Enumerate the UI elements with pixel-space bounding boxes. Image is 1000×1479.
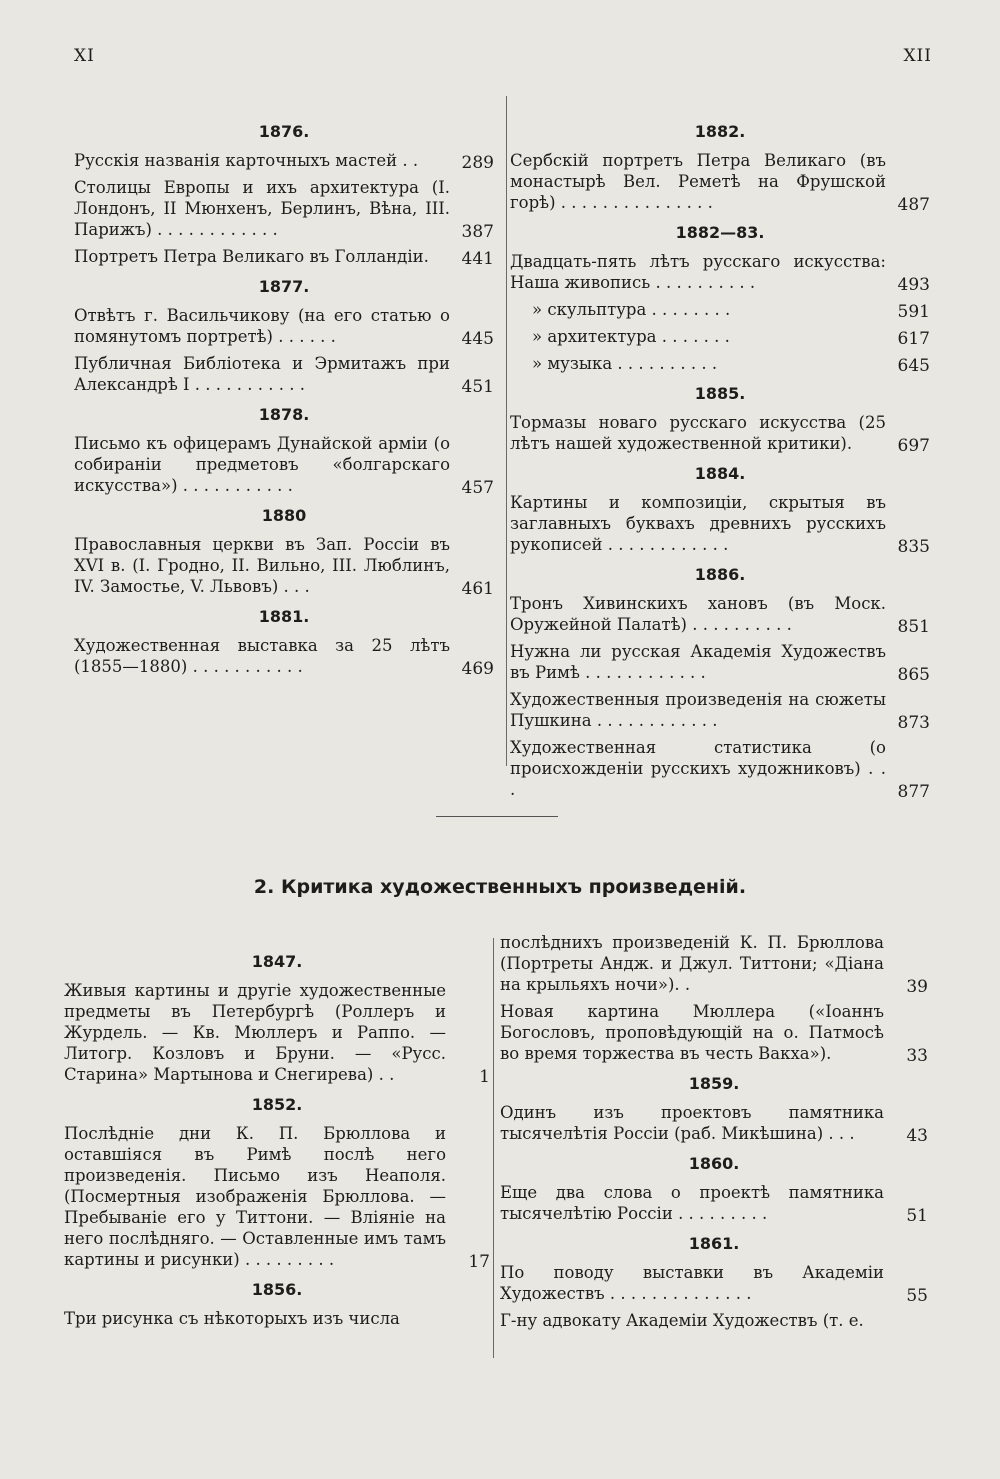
- toc-entry: [74, 534, 494, 597]
- toc-entry-page: 51: [906, 1206, 928, 1226]
- toc-entry-title: Отвѣтъ г. Васильчикову (на его статью о помянутомъ портретѣ) . . . . . .: [74, 306, 450, 346]
- toc-column-1: [74, 112, 494, 683]
- toc-column-4: [500, 932, 928, 1337]
- section-separator: [436, 816, 558, 817]
- toc-entry: [510, 737, 930, 800]
- toc-entry-page: 591: [897, 302, 930, 322]
- toc-entry-title: Двадцать-пять лѣтъ русскаго искусства: Наша живопись . . . . . . . . . .: [510, 252, 886, 292]
- toc-entry: [510, 412, 930, 454]
- toc-entry-title: Русскія названія карточныхъ мастей . .: [74, 151, 419, 170]
- toc-entry-page: 289: [461, 153, 494, 173]
- toc-entry-title: » скульптура . . . . . . . .: [532, 300, 731, 319]
- year-heading: 1882—83.: [675, 223, 765, 242]
- toc-entry-page: 461: [461, 579, 494, 599]
- toc-entry: [510, 689, 930, 731]
- toc-entry-title: Художественная выставка за 25 лѣтъ (1855—1880) . . . . . . . . . . .: [74, 636, 450, 676]
- toc-entry: [500, 1262, 928, 1304]
- year-heading: 1885.: [694, 384, 746, 403]
- toc-entry: [500, 932, 928, 995]
- year-heading: 1859.: [688, 1074, 740, 1093]
- toc-entry-page: 487: [897, 195, 930, 215]
- toc-entry: [510, 251, 930, 293]
- toc-entry: [500, 1310, 928, 1331]
- toc-entry-title: Новая картина Мюллера («Іоаннъ Богословъ, проповѣдующій на о. Патмосѣ во время торжества въ честь Вакха»).: [500, 1002, 884, 1063]
- toc-entry-title: » архитектура . . . . . . .: [532, 327, 730, 346]
- year-heading: 1860.: [688, 1154, 740, 1173]
- toc-entry-title: Тормазы новаго русскаго искусства (25 лѣтъ нашей художественной критики).: [510, 413, 886, 453]
- toc-entry: [510, 150, 930, 213]
- toc-entry-title: » музыка . . . . . . . . . .: [532, 354, 718, 373]
- toc-entry-page: 39: [906, 977, 928, 997]
- toc-entry-title: Сербскій портретъ Петра Великаго (въ монастырѣ Вел. Реметѣ на Фрушской горѣ) . . . . . . . . . . . . . . .: [510, 151, 886, 212]
- toc-entry-page: 451: [461, 377, 494, 397]
- page-number-right: XII: [903, 46, 932, 66]
- toc-entry-title: Нужна ли русская Академія Художествъ въ Римѣ . . . . . . . . . . . .: [510, 642, 886, 682]
- toc-entry: [510, 299, 930, 320]
- toc-entry: [74, 433, 494, 496]
- toc-entry-page: 645: [897, 356, 930, 376]
- toc-entry: [74, 177, 494, 240]
- toc-entry-title: Еще два слова о проектѣ памятника тысячелѣтію Россіи . . . . . . . . .: [500, 1183, 884, 1223]
- toc-entry-page: 493: [897, 275, 930, 295]
- toc-entry: [64, 980, 490, 1085]
- toc-entry-title: Публичная Библіотека и Эрмитажъ при Александрѣ I . . . . . . . . . . .: [74, 354, 450, 394]
- year-heading: 1882.: [694, 122, 746, 141]
- toc-entry-page: 877: [897, 782, 930, 802]
- toc-entry-title: послѣднихъ произведеній К. П. Брюллова (Портреты Андж. и Джул. Титтони; «Діана на крыльяхъ ночи»). .: [500, 933, 884, 994]
- year-heading: 1861.: [688, 1234, 740, 1253]
- toc-entry: [74, 635, 494, 677]
- toc-entry-title: Картины и композиціи, скрытыя въ заглавныхъ буквахъ древнихъ русскихъ рукописей . . . . . . . . . . . .: [510, 493, 886, 554]
- toc-entry: [64, 1123, 490, 1270]
- toc-entry: [74, 305, 494, 347]
- toc-entry-page: 865: [897, 665, 930, 685]
- toc-entry-title: Г-ну адвокату Академіи Художествъ (т. е.: [500, 1311, 864, 1330]
- toc-entry-page: 469: [461, 659, 494, 679]
- year-heading: 1880: [261, 506, 307, 525]
- column-divider-top: [506, 96, 507, 766]
- year-heading: 1884.: [694, 464, 746, 483]
- column-divider-bottom: [493, 938, 494, 1358]
- toc-entry: [74, 150, 494, 171]
- toc-entry-page: 441: [461, 249, 494, 269]
- year-heading: 1847.: [251, 952, 303, 971]
- toc-entry-title: Послѣдніе дни К. П. Брюллова и оставшіяся въ Римѣ послѣ него произведенія. Письмо изъ Неаполя. (Посмертныя изображенія Брюллова. — Пребываніе его у Титтони. — Вліяніе на него послѣдняго. — Оставленные имъ тамъ картины и рисунки) . . . . . . . . .: [64, 1124, 446, 1269]
- toc-entry-title: Художественныя произведенія на сюжеты Пушкина . . . . . . . . . . . .: [510, 690, 886, 730]
- year-heading: 1852.: [251, 1095, 303, 1114]
- year-heading: 1877.: [258, 277, 310, 296]
- toc-column-2: [510, 112, 930, 806]
- toc-entry-title: Художественная статистика (о происхожденіи русскихъ художниковъ) . . .: [510, 738, 886, 799]
- section-heading: 2. Критика художественныхъ произведеній.: [253, 876, 747, 898]
- toc-entry: [500, 1102, 928, 1144]
- toc-entry-page: 445: [461, 329, 494, 349]
- toc-entry-page: 697: [897, 436, 930, 456]
- toc-entry: [510, 326, 930, 347]
- toc-entry-title: Тронъ Хивинскихъ хановъ (въ Моск. Оружейной Палатѣ) . . . . . . . . . .: [510, 594, 886, 634]
- year-heading: 1881.: [258, 607, 310, 626]
- toc-entry-page: 851: [897, 617, 930, 637]
- page-number-left: XI: [74, 46, 95, 66]
- toc-entry: [74, 353, 494, 395]
- toc-entry-page: 617: [897, 329, 930, 349]
- toc-entry-title: Живыя картины и другіе художественные предметы въ Петербургѣ (Роллеръ и Журдель. — Кв. Мюллеръ и Раппо. — Литогр. Козловъ и Бруни. — «Русс. Старина» Мартынова и Снегирева) . .: [64, 981, 446, 1084]
- toc-entry: [510, 593, 930, 635]
- toc-entry-page: 33: [906, 1046, 928, 1066]
- toc-entry-page: 873: [897, 713, 930, 733]
- toc-entry-title: Православныя церкви въ Зап. Россіи въ XVI в. (I. Гродно, II. Вильно, III. Люблинъ, IV. Замостье, V. Львовъ) . . .: [74, 535, 450, 596]
- toc-entry: [74, 246, 494, 267]
- toc-entry-page: 17: [468, 1252, 490, 1272]
- toc-entry: [510, 641, 930, 683]
- toc-entry-title: Письмо къ офицерамъ Дунайской арміи (о собираніи предметовъ «болгарскаго искусства») . . . . . . . . . . .: [74, 434, 450, 495]
- toc-entry: [500, 1182, 928, 1224]
- toc-entry-title: Столицы Европы и ихъ архитектура (I. Лондонъ, II Мюнхенъ, Берлинъ, Вѣна, III. Парижъ) . . . . . . . . . . . .: [74, 178, 450, 239]
- toc-entry-page: 55: [906, 1286, 928, 1306]
- toc-entry: [510, 492, 930, 555]
- toc-entry-page: 387: [461, 222, 494, 242]
- toc-entry-page: 835: [897, 537, 930, 557]
- year-heading: 1886.: [694, 565, 746, 584]
- toc-entry: [64, 1308, 490, 1329]
- toc-entry-page: 1: [479, 1067, 490, 1087]
- toc-entry-title: Три рисунка съ нѣкоторыхъ изъ числа: [64, 1309, 400, 1328]
- toc-entry-page: 43: [906, 1126, 928, 1146]
- toc-entry: [510, 353, 930, 374]
- toc-entry: [500, 1001, 928, 1064]
- toc-entry-page: 457: [461, 478, 494, 498]
- toc-column-3: [64, 942, 490, 1335]
- toc-entry-title: Одинъ изъ проектовъ памятника тысячелѣтія Россіи (раб. Микѣшина) . . .: [500, 1103, 884, 1143]
- toc-entry-title: По поводу выставки въ Академіи Художествъ . . . . . . . . . . . . . .: [500, 1263, 884, 1303]
- toc-entry-title: Портретъ Петра Великаго въ Голландіи.: [74, 247, 429, 266]
- year-heading: 1878.: [258, 405, 310, 424]
- year-heading: 1856.: [251, 1280, 303, 1299]
- year-heading: 1876.: [258, 122, 310, 141]
